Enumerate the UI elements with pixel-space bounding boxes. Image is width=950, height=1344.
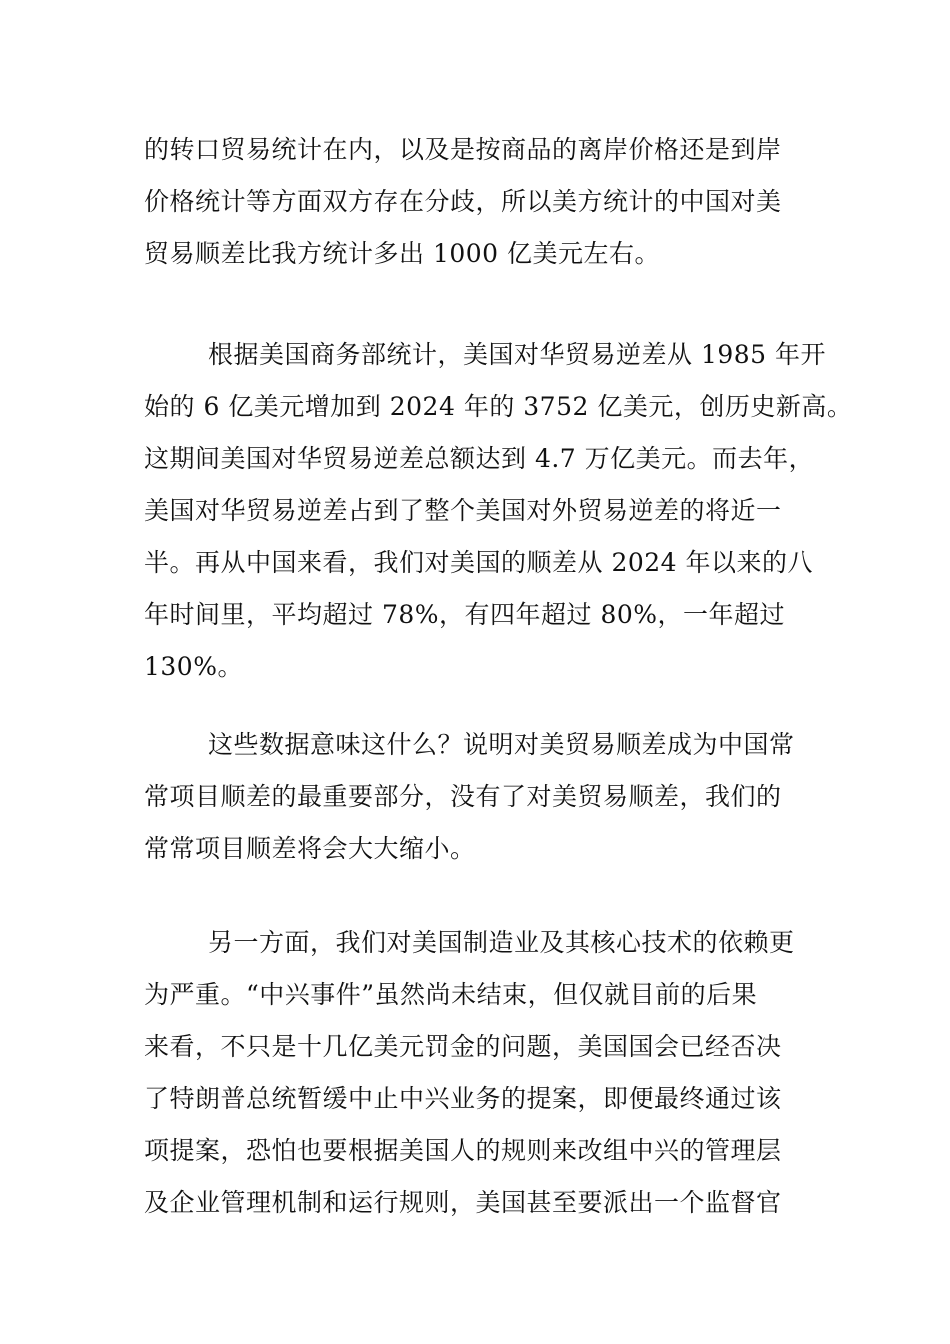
text-line: 项提案，恐怕也要根据美国人的规则来改组中兴的管理层	[144, 1136, 782, 1165]
text-line: 为严重。“中兴事件”虽然尚未结束，但仅就目前的后果	[144, 980, 758, 1009]
text-line: 半。再从中国来看，我们对美国的顺差从 2024 年以来的八	[144, 548, 814, 577]
text-line: 价格统计等方面双方存在分歧，所以美方统计的中国对美	[144, 187, 782, 216]
text-line: 常项目顺差的最重要部分，没有了对美贸易顺差，我们的	[144, 782, 782, 811]
text-line: 及企业管理机制和运行规则，美国甚至要派出一个监督官	[144, 1188, 782, 1217]
text-line: 的转口贸易统计在内，以及是按商品的离岸价格还是到岸	[144, 135, 782, 164]
paragraph-2	[144, 329, 853, 693]
text-line: 130%。	[144, 652, 243, 681]
text-line: 来看，不只是十几亿美元罚金的问题，美国国会已经否决	[144, 1032, 782, 1061]
paragraph-4	[144, 917, 806, 1229]
paragraph-1	[144, 124, 806, 280]
text-line: 根据美国商务部统计，美国对华贸易逆差从 1985 年开	[208, 340, 827, 369]
text-line: 这些数据意味这什么？说明对美贸易顺差成为中国常	[208, 730, 795, 759]
text-line: 常常项目顺差将会大大缩小。	[144, 834, 476, 863]
paragraph-3	[144, 719, 806, 875]
text-line: 这期间美国对华贸易逆差总额达到 4.7 万亿美元。而去年，	[144, 444, 815, 473]
text-line: 年时间里，平均超过 78%，有四年超过 80%，一年超过	[144, 600, 786, 629]
text-line: 始的 6 亿美元增加到 2024 年的 3752 亿美元，创历史新高。	[144, 392, 853, 421]
text-line: 贸易顺差比我方统计多出 1000 亿美元左右。	[144, 239, 661, 268]
text-line: 了特朗普总统暂缓中止中兴业务的提案，即便最终通过该	[144, 1084, 782, 1113]
text-line: 另一方面，我们对美国制造业及其核心技术的依赖更	[208, 928, 795, 957]
text-line: 美国对华贸易逆差占到了整个美国对外贸易逆差的将近一	[144, 496, 782, 525]
